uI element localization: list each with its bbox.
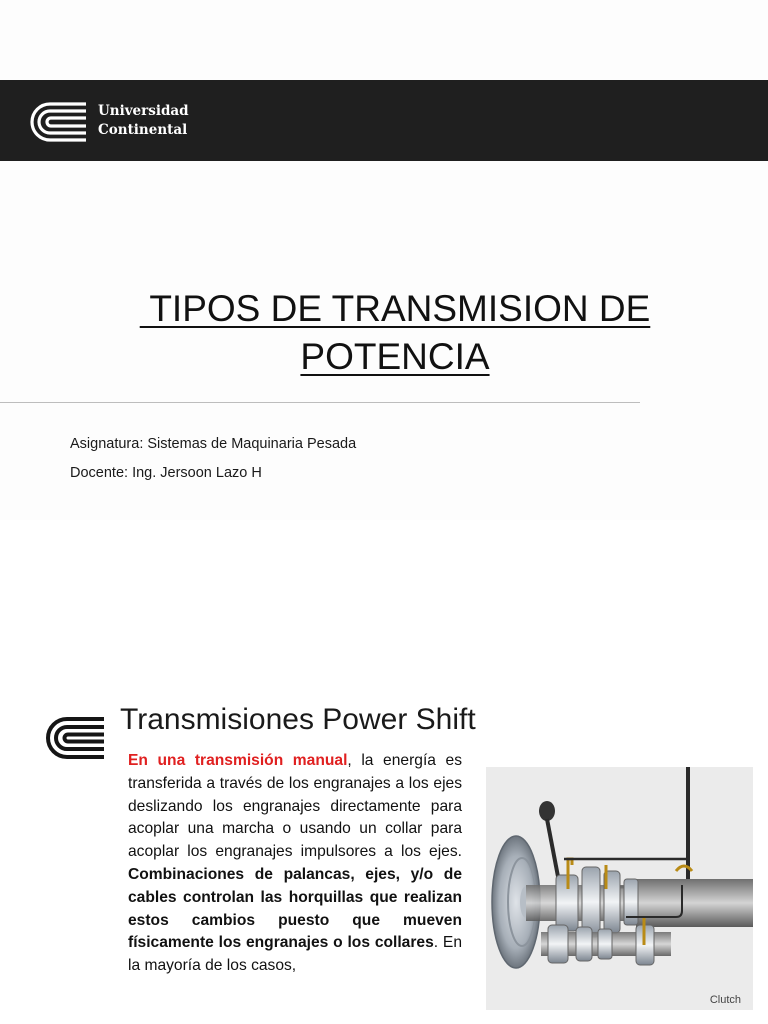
title-line-1: TIPOS DE TRANSMISION DE: [139, 288, 651, 329]
university-logo-icon-small: [44, 715, 106, 761]
paragraph-bold: Combinaciones de palancas, ejes, y/o de cables controlan las horquillas que realizan estos cambios puesto que mueven físicamente los engranajes o los collares: [128, 865, 462, 952]
section-title: Transmisiones Power Shift: [120, 703, 476, 736]
figure-label: Clutch: [709, 994, 741, 1006]
subject-text: Asignatura: Sistemas de Maquinaria Pesada: [70, 436, 357, 452]
highlight-text: En una transmisión manual: [128, 752, 348, 769]
body-paragraph: [128, 750, 462, 978]
paragraph-part-1: , la energía es transferida a través de los engranajes a los ejes deslizando los engranajes directamente para acoplar una marcha o usando un collar para acoplar los engranajes impulsores a los ejes.: [128, 752, 463, 861]
title-line-2: POTENCIA: [300, 336, 490, 377]
divider: [0, 402, 640, 403]
transmission-figure: [486, 767, 753, 1010]
brand-line-1: Universidad: [98, 103, 189, 119]
university-logo-icon: [28, 100, 88, 144]
slide-title: [60, 285, 730, 381]
teacher-text: Docente: Ing. Jersoon Lazo H: [70, 465, 262, 481]
transmission-illustration: [486, 767, 753, 1010]
brand-line-2: Continental: [98, 122, 188, 138]
brand-name: [98, 102, 189, 140]
course-info: [70, 430, 356, 488]
paragraph-part-2: . En la mayoría de los casos,: [128, 934, 462, 975]
